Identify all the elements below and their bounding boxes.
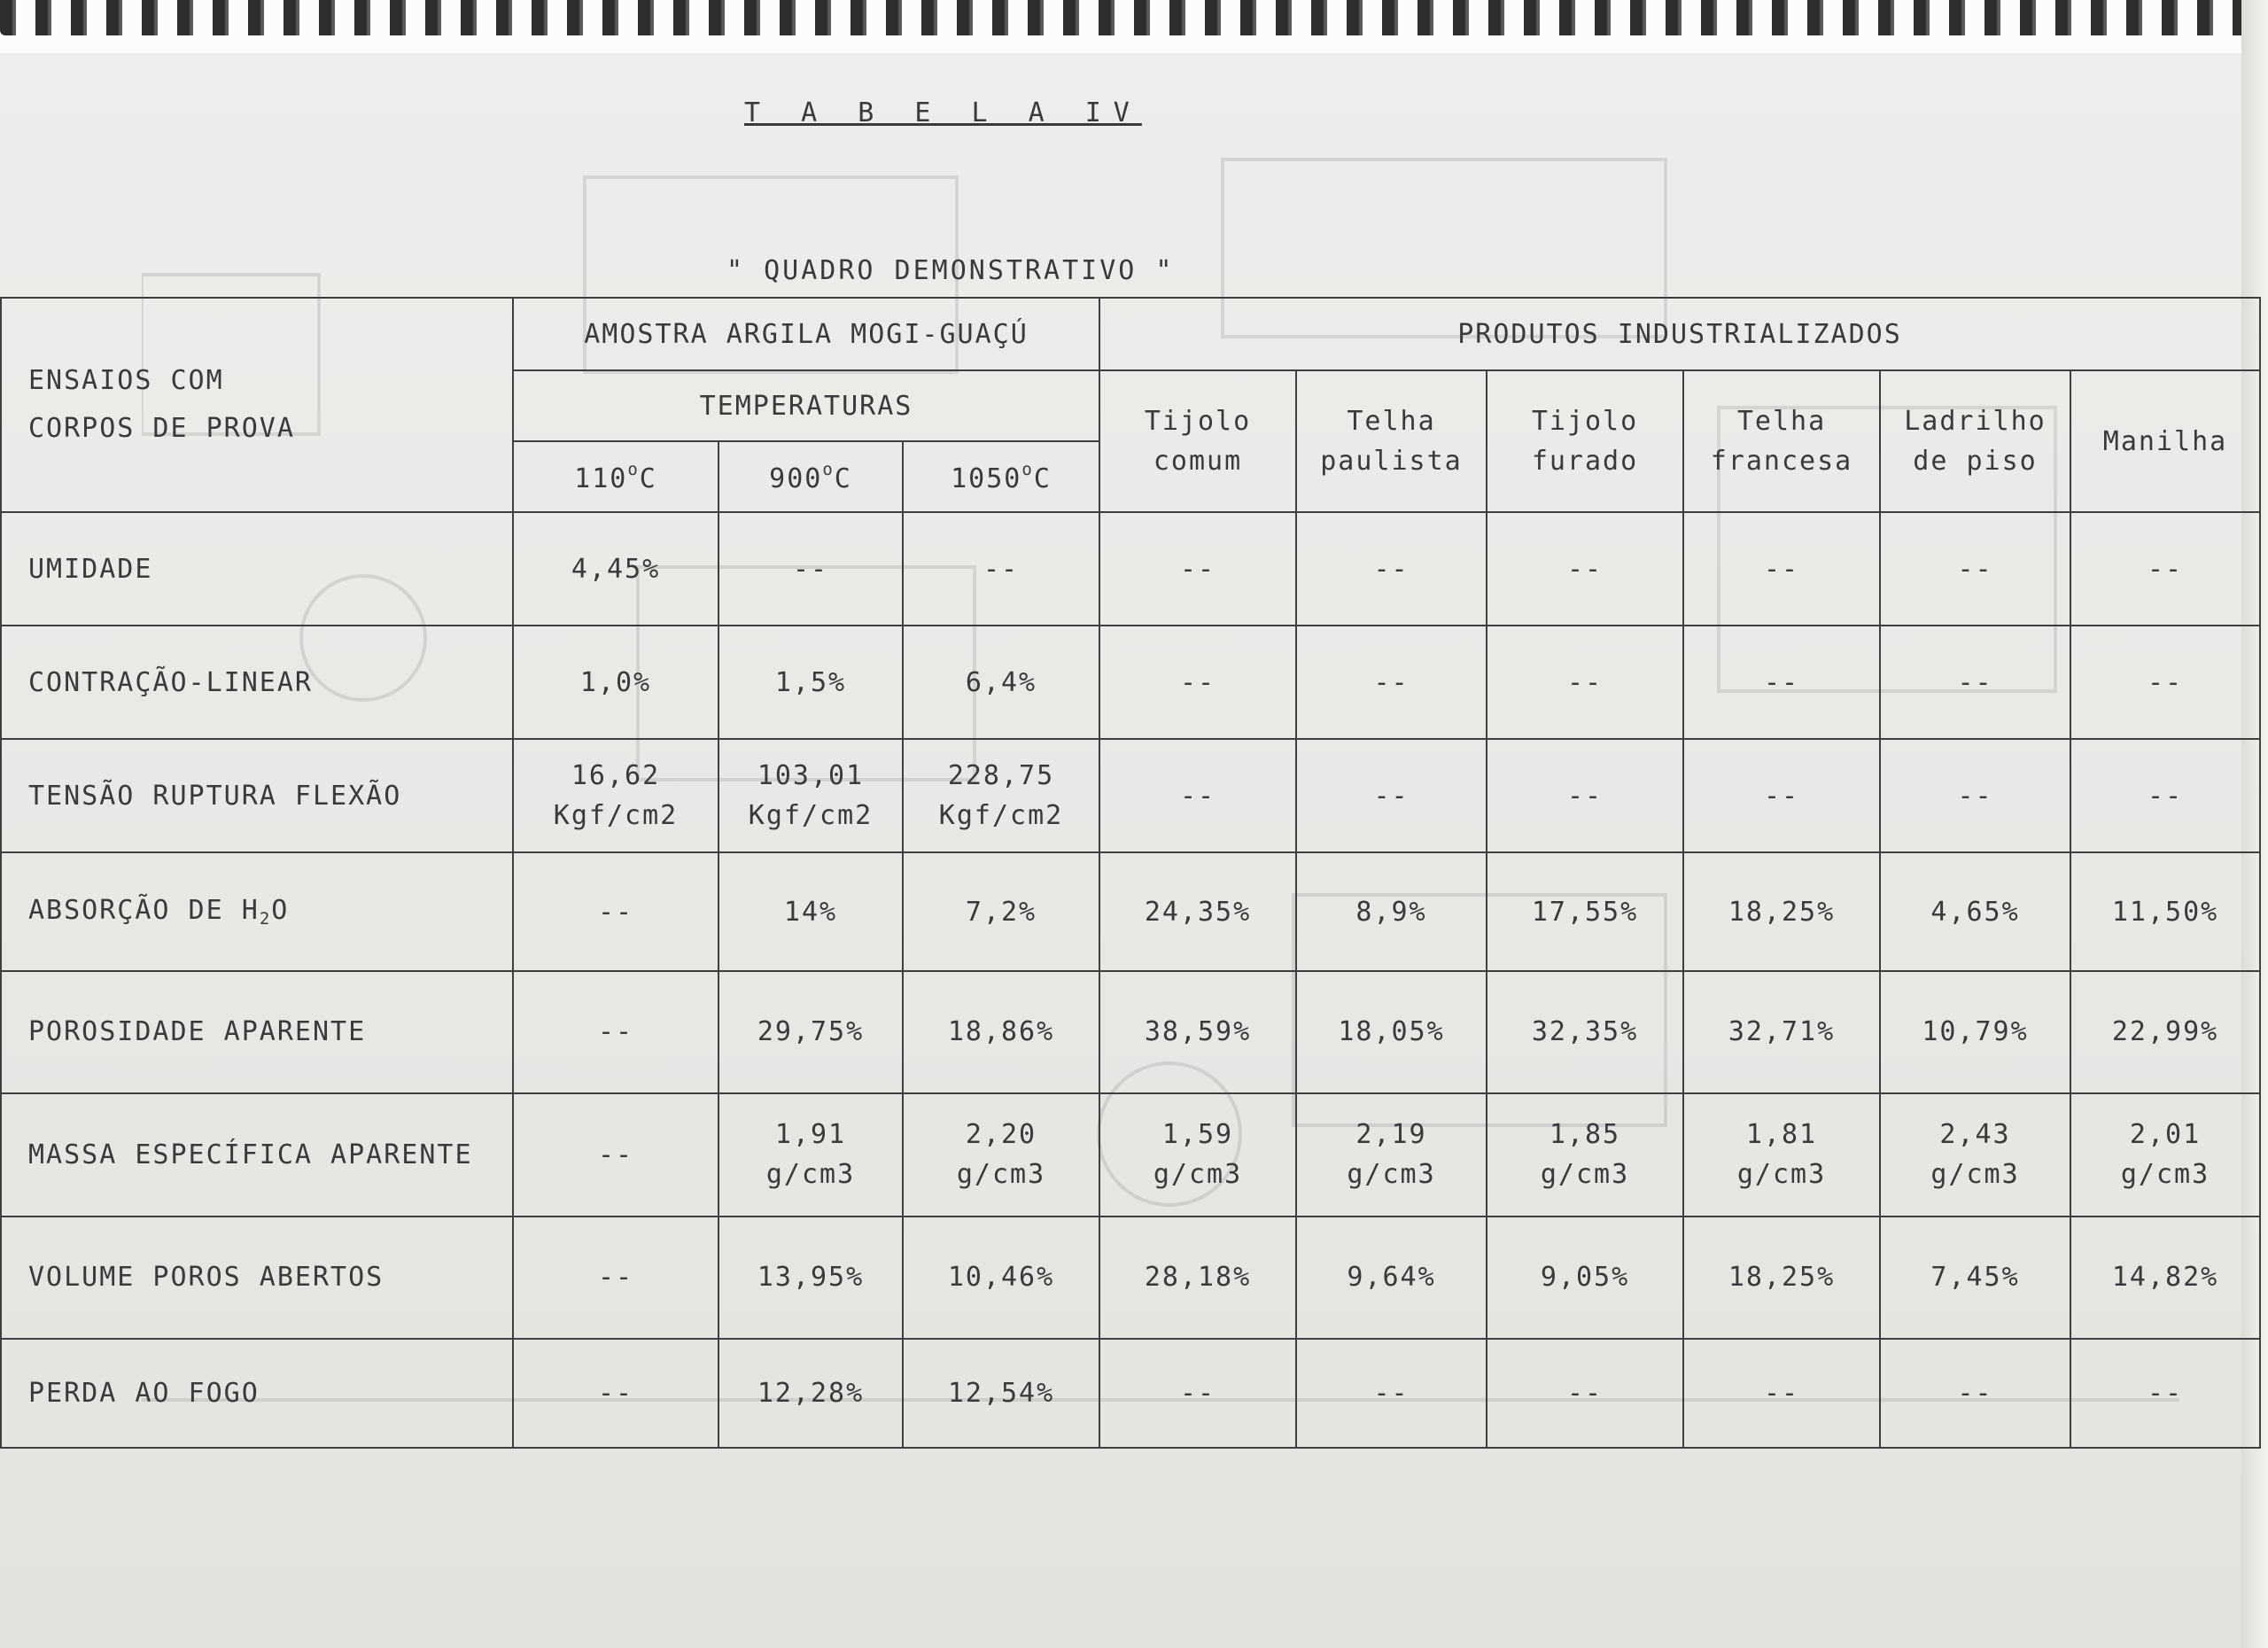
cell-value: 32,35% <box>1531 1016 1639 1048</box>
cell-value: -- <box>1179 553 1216 585</box>
cell-value: -- <box>1566 553 1604 585</box>
cell-value: 38,59% <box>1144 1016 1252 1048</box>
cell-unit: Kgf/cm2 <box>938 800 1064 832</box>
table-cell <box>2070 626 2260 739</box>
cell-value: 2,01 <box>2129 1119 2202 1151</box>
table-cell <box>1296 971 1487 1093</box>
product-col-1 <box>1296 370 1487 512</box>
table-cell <box>2070 1093 2260 1216</box>
cell-value: -- <box>2147 553 2184 585</box>
cell-value: 8,9% <box>1355 896 1427 928</box>
table-cell <box>903 1093 1099 1216</box>
table-cell <box>1296 626 1487 739</box>
table-cell <box>903 626 1099 739</box>
row-label <box>1 1339 513 1448</box>
table-cell <box>2070 971 2260 1093</box>
row-label <box>1 852 513 970</box>
cell-value: -- <box>597 896 634 928</box>
cell-value: -- <box>2147 666 2184 698</box>
cell-value: 2,19 <box>1355 1119 1427 1151</box>
results-table <box>0 297 2261 1449</box>
table-row <box>1 1093 2260 1216</box>
cell-value: -- <box>1763 780 1800 812</box>
table-cell <box>513 1093 718 1216</box>
table-cell <box>1487 971 1683 1093</box>
product-name: Ladrilho <box>1904 406 2047 437</box>
temp-unit: C <box>1033 463 1052 494</box>
table-cell <box>718 1093 903 1216</box>
table-row <box>1 971 2260 1093</box>
row-label-text: PERDA AO FOGO <box>28 1377 260 1409</box>
cell-value: 18,25% <box>1728 1262 1836 1294</box>
cell-value: -- <box>1373 780 1410 812</box>
table-cell <box>1487 1217 1683 1339</box>
cell-value: -- <box>1373 666 1410 698</box>
table-cell <box>1880 739 2070 852</box>
table-cell <box>1099 1217 1296 1339</box>
table-cell <box>718 739 903 852</box>
cell-value: -- <box>1763 553 1800 585</box>
temp-col-1050 <box>903 441 1099 512</box>
table-cell <box>1487 626 1683 739</box>
temperatures-header: TEMPERATURAS <box>513 370 1099 441</box>
table-cell <box>903 1339 1099 1448</box>
cell-value: -- <box>1373 1377 1410 1409</box>
table-row <box>1 739 2260 852</box>
row-label-text: CONTRAÇÃO-LINEAR <box>28 666 313 698</box>
cell-unit: Kgf/cm2 <box>553 800 679 832</box>
table-cell <box>903 739 1099 852</box>
table-cell <box>1880 1217 2070 1339</box>
degree-mark: o <box>822 459 835 479</box>
temp-value: 900 <box>769 463 823 494</box>
cell-value: 2,20 <box>965 1119 1037 1151</box>
cell-value: 12,28% <box>757 1377 865 1409</box>
cell-value: 1,91 <box>774 1119 847 1151</box>
table-row <box>1 1217 2260 1339</box>
cell-value: -- <box>597 1016 634 1048</box>
cell-value: 10,46% <box>947 1262 1055 1294</box>
table-cell <box>718 852 903 970</box>
table-cell <box>1099 852 1296 970</box>
cell-value: 13,95% <box>757 1262 865 1294</box>
cell-value: -- <box>1179 1377 1216 1409</box>
temp-col-900 <box>718 441 903 512</box>
product-name-2: de piso <box>1913 446 2038 477</box>
cell-value: 18,05% <box>1338 1016 1445 1048</box>
table-cell <box>1880 626 2070 739</box>
cell-value: 22,99% <box>2111 1016 2219 1048</box>
table-cell <box>2070 512 2260 626</box>
corner-header <box>1 298 513 512</box>
cell-value: -- <box>597 1377 634 1409</box>
table-cell <box>1683 1217 1880 1339</box>
product-col-0 <box>1099 370 1296 512</box>
cell-value: -- <box>1373 553 1410 585</box>
row-label <box>1 739 513 852</box>
cell-value: 4,45% <box>571 553 661 585</box>
cell-value: -- <box>983 553 1020 585</box>
cell-value: 2,43 <box>1939 1119 2011 1151</box>
temp-col-110 <box>513 441 718 512</box>
table-cell <box>1683 512 1880 626</box>
row-label-text: ABSORÇÃO DE H <box>28 895 260 927</box>
table-cell <box>2070 852 2260 970</box>
row-label-text: VOLUME POROS ABERTOS <box>28 1262 384 1294</box>
product-name: Tijolo <box>1144 406 1252 437</box>
cell-value: 7,45% <box>1930 1262 2020 1294</box>
cell-value: 18,25% <box>1728 896 1836 928</box>
table-cell <box>1099 739 1296 852</box>
table-cell <box>1487 1339 1683 1448</box>
cell-value: 12,54% <box>947 1377 1055 1409</box>
table-cell <box>1683 971 1880 1093</box>
cell-value: 1,81 <box>1745 1119 1818 1151</box>
row-label-text: POROSIDADE APARENTE <box>28 1016 367 1048</box>
table-cell <box>718 512 903 626</box>
cell-value: 10,79% <box>1922 1016 2029 1048</box>
temp-unit: C <box>834 463 852 494</box>
temp-value: 110 <box>574 463 628 494</box>
table-cell <box>1880 852 2070 970</box>
table-cell <box>718 1339 903 1448</box>
cell-value: -- <box>1566 1377 1604 1409</box>
table-cell <box>2070 1217 2260 1339</box>
table-cell <box>903 512 1099 626</box>
table-cell <box>1099 626 1296 739</box>
row-label <box>1 1093 513 1216</box>
row-label-tail: O <box>271 895 290 927</box>
product-col-3 <box>1683 370 1880 512</box>
table-row <box>1 512 2260 626</box>
table-cell <box>1296 739 1487 852</box>
temp-unit: C <box>639 463 657 494</box>
table-cell <box>1487 739 1683 852</box>
table-cell <box>1683 1339 1880 1448</box>
cell-value: -- <box>2147 780 2184 812</box>
cell-unit: g/cm3 <box>1347 1159 1436 1191</box>
spiral-binding <box>0 0 2268 55</box>
sample-group-header: AMOSTRA ARGILA MOGI-GUAÇÚ <box>513 298 1099 370</box>
table-cell <box>513 1217 718 1339</box>
product-name: Tijolo <box>1531 406 1639 437</box>
cell-value: 4,65% <box>1930 896 2020 928</box>
degree-mark: o <box>627 459 640 479</box>
table-cell <box>1296 512 1487 626</box>
table-cell <box>1099 971 1296 1093</box>
table-cell <box>1683 739 1880 852</box>
row-label-text: MASSA ESPECÍFICA APARENTE <box>28 1139 473 1170</box>
cell-value: -- <box>1957 666 1993 698</box>
table-cell <box>1296 1217 1487 1339</box>
cell-value: -- <box>1763 666 1800 698</box>
table-cell <box>1880 1339 2070 1448</box>
cell-value: 17,55% <box>1531 896 1639 928</box>
cell-unit: g/cm3 <box>1540 1159 1630 1191</box>
cell-value: 103,01 <box>757 760 865 792</box>
table-cell <box>513 626 718 739</box>
degree-mark: o <box>1021 459 1034 479</box>
cell-value: -- <box>1179 666 1216 698</box>
table-cell <box>1296 852 1487 970</box>
table-cell <box>1487 512 1683 626</box>
cell-unit: g/cm3 <box>1153 1159 1243 1191</box>
cell-value: 1,59 <box>1161 1119 1234 1151</box>
cell-value: 9,64% <box>1347 1262 1436 1294</box>
product-col-5 <box>2070 370 2260 512</box>
cell-value: 29,75% <box>757 1016 865 1048</box>
table-cell <box>1880 512 2070 626</box>
cell-unit: g/cm3 <box>2120 1159 2210 1191</box>
table-cell <box>513 739 718 852</box>
cell-value: 1,5% <box>774 666 847 698</box>
cell-value: 6,4% <box>965 666 1037 698</box>
cell-value: 32,71% <box>1728 1016 1836 1048</box>
table-cell <box>1487 852 1683 970</box>
row-label <box>1 626 513 739</box>
cell-value: -- <box>792 553 829 585</box>
cell-unit: g/cm3 <box>765 1159 856 1191</box>
cell-value: -- <box>1957 1377 1993 1409</box>
cell-value: 14,82% <box>2111 1262 2219 1294</box>
cell-unit: g/cm3 <box>1930 1159 2020 1191</box>
cell-value: 1,0% <box>579 666 652 698</box>
product-name: Manilha <box>2102 425 2228 457</box>
cell-value: 18,86% <box>947 1016 1055 1048</box>
row-label-text: UMIDADE <box>28 553 153 585</box>
table-cell <box>718 626 903 739</box>
table-body <box>1 512 2260 1448</box>
product-name-2: paulista <box>1320 446 1463 477</box>
row-label <box>1 512 513 626</box>
cell-value: 24,35% <box>1144 896 1252 928</box>
table-row <box>1 1339 2260 1448</box>
products-group-header: PRODUTOS INDUSTRIALIZADOS <box>1099 298 2260 370</box>
cell-value: -- <box>597 1262 634 1294</box>
table-cell <box>1099 512 1296 626</box>
subscript: 2 <box>259 909 272 929</box>
product-name-2: francesa <box>1710 446 1853 477</box>
cell-value: -- <box>1957 553 1993 585</box>
table-cell <box>513 971 718 1093</box>
cell-value: -- <box>1566 666 1604 698</box>
cell-value: -- <box>597 1139 634 1170</box>
table-row <box>1 626 2260 739</box>
row-label-text: TENSÃO RUPTURA FLEXÃO <box>28 780 402 812</box>
cell-value: -- <box>1179 780 1216 812</box>
row-label <box>1 971 513 1093</box>
cell-unit: Kgf/cm2 <box>748 800 874 832</box>
cell-value: -- <box>1957 780 1993 812</box>
table-cell <box>1099 1339 1296 1448</box>
table-cell <box>903 852 1099 970</box>
table-cell <box>718 1217 903 1339</box>
cell-value: 1,85 <box>1549 1119 1621 1151</box>
table-cell <box>1487 1093 1683 1216</box>
table-cell <box>513 512 718 626</box>
cell-value: 16,62 <box>571 760 661 792</box>
table-cell <box>1296 1339 1487 1448</box>
table-cell <box>1683 626 1880 739</box>
cell-value: 9,05% <box>1540 1262 1630 1294</box>
table-cell <box>903 1217 1099 1339</box>
product-name: Telha <box>1736 406 1827 437</box>
cell-value: 11,50% <box>2111 896 2219 928</box>
product-name: Telha <box>1347 406 1436 437</box>
corner-header-text: ENSAIOS COM CORPOS DE PROVA <box>28 365 295 444</box>
cell-value: -- <box>2147 1377 2184 1409</box>
table-cell <box>1683 1093 1880 1216</box>
table-cell <box>1099 1093 1296 1216</box>
table-title: T A B E L A IV <box>744 97 1142 128</box>
cell-value: 14% <box>783 896 838 928</box>
table-cell <box>903 971 1099 1093</box>
cell-value: 228,75 <box>947 760 1055 792</box>
table-cell <box>1296 1093 1487 1216</box>
table-cell <box>718 971 903 1093</box>
table-cell <box>513 852 718 970</box>
cell-unit: g/cm3 <box>1736 1159 1827 1191</box>
cell-value: -- <box>1566 780 1604 812</box>
cell-value: -- <box>1763 1377 1800 1409</box>
cell-unit: g/cm3 <box>956 1159 1046 1191</box>
temp-value: 1050 <box>951 463 1022 494</box>
table-cell <box>513 1339 718 1448</box>
cell-value: 28,18% <box>1144 1262 1252 1294</box>
table-row <box>1 852 2260 970</box>
table-subtitle: " QUADRO DEMONSTRATIVO " <box>726 255 1175 286</box>
row-label <box>1 1217 513 1339</box>
spiral-rings <box>0 0 2268 35</box>
product-name-2: furado <box>1531 446 1639 477</box>
cell-value: 7,2% <box>965 896 1037 928</box>
table-cell <box>1880 971 2070 1093</box>
table-cell <box>2070 1339 2260 1448</box>
product-col-2 <box>1487 370 1683 512</box>
product-col-4 <box>1880 370 2070 512</box>
table-cell <box>2070 739 2260 852</box>
table-cell <box>1880 1093 2070 1216</box>
product-name-2: comum <box>1153 446 1243 477</box>
table-cell <box>1683 852 1880 970</box>
